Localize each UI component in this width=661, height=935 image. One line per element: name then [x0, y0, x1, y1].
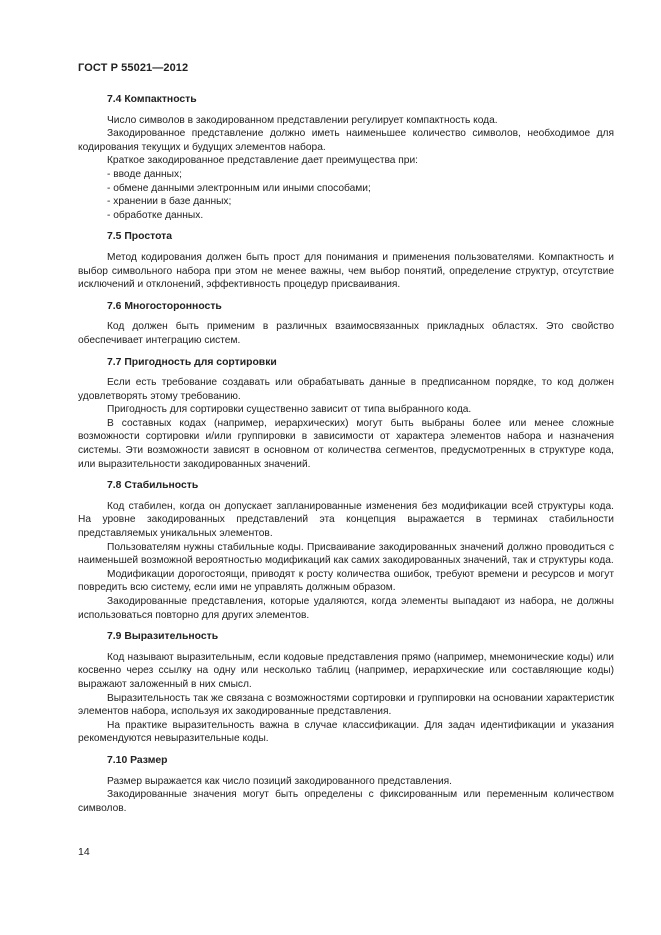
- section-title: 7.6 Многосторонность: [107, 300, 222, 312]
- paragraph: Выразительность так же связана с возможностями сортировки и группировки на основании характеристик элементов набора, используя их закодированные представления.: [78, 692, 614, 718]
- section-7-5: [78, 230, 614, 291]
- paragraph: Закодированные представления, которые удаляются, когда элементы выпадают из набора, не должны использоваться повторно для других элементов.: [78, 596, 614, 621]
- list-item: - обмене данными электронным или иными способами;: [107, 182, 371, 194]
- paragraph: Краткое закодированное представление дает преимущества при:: [107, 155, 418, 167]
- document-header: ГОСТ Р 55021—2012: [78, 62, 189, 74]
- paragraph: Пользователям нужны стабильные коды. Присваивание закодированных значений должно проводиться с наименьшей возможной вероятностью модификаций как самих закодированных значений, так и структуры кода.: [78, 541, 614, 567]
- list-item: - обработке данных.: [107, 209, 204, 221]
- paragraph: Пригодность для сортировки существенно зависит от типа выбранного кода.: [107, 404, 472, 416]
- document-body: [78, 93, 614, 815]
- section-7-7: [78, 356, 614, 472]
- paragraph: Модификации дорогостоящи, приводят к росту количества ошибок, требуют времени и ресурсов и могут повредить всю систему, если ими не управлять должным образом.: [78, 568, 614, 594]
- list-item: - вводе данных;: [107, 168, 182, 180]
- section-title: 7.8 Стабильность: [107, 480, 199, 492]
- paragraph: Код называют выразительным, если кодовые представления прямо (например, мнемонические коды) или косвенно через ссылку на одну или несколько таблиц (например, иерархические или составляющие коды) выражают заложенный в них смысл.: [78, 651, 614, 690]
- page-number: 14: [78, 846, 90, 858]
- section-7-6: [78, 300, 614, 348]
- paragraph: Размер выражается как число позиций закодированного представления.: [107, 775, 452, 787]
- paragraph: На практике выразительность важна в случае классификации. Для задач идентификации и указания рекомендуются невыразительные коды.: [78, 719, 614, 745]
- paragraph: Метод кодирования должен быть прост для понимания и применения пользователями. Компактность и выбор символьного набора при этом не менее важны, чем выбор понятий, определение структур, отсутствие исключений и отклонений, эффективность процедур присваивания.: [78, 251, 614, 291]
- section-title: 7.5 Простота: [107, 231, 173, 243]
- list-item: - хранении в базе данных;: [107, 196, 232, 208]
- paragraph: Код должен быть применим в различных взаимосвязанных прикладных областях. Это свойство обеспечивает интеграцию систем.: [78, 321, 614, 346]
- section-7-8: [78, 479, 614, 622]
- paragraph: Закодированное представление должно иметь наименьшее количество символов, необходимое для кодирования текущих и будущих элементов набора.: [78, 128, 614, 153]
- paragraph: Если есть требование создавать или обрабатывать данные в предписанном порядке, то код должен удовлетворять этому требованию.: [78, 377, 614, 402]
- section-title: 7.10 Размер: [107, 754, 168, 766]
- section-7-10: [78, 754, 614, 815]
- paragraph: Код стабилен, когда он допускает запланированные изменения без модификации всей структуры кода. На уровне закодированных представлений эта концепция выражается в терминах стабильности представляемых уникальных элементов.: [78, 500, 614, 540]
- paragraph: В составных кодах (например, иерархических) могут быть выбраны более или менее сложные возможности сортировки и/или группировки в зависимости от характера элементов набора и назначения системы. Эти возможности зависят в основном от количества сегментов, предусмотренных в структуре кода, или выразительности закодированных значений.: [78, 417, 614, 470]
- section-7-4: [78, 93, 614, 222]
- section-title: 7.7 Пригодность для сортировки: [107, 356, 277, 368]
- section-title: 7.4 Компактность: [107, 94, 197, 105]
- paragraph: Закодированные значения могут быть определены с фиксированным или переменным количеством символов.: [78, 789, 614, 814]
- paragraph: Число символов в закодированном представлении регулирует компактность кода.: [107, 114, 498, 126]
- section-title: 7.9 Выразительность: [107, 631, 219, 643]
- section-7-9: [78, 630, 614, 746]
